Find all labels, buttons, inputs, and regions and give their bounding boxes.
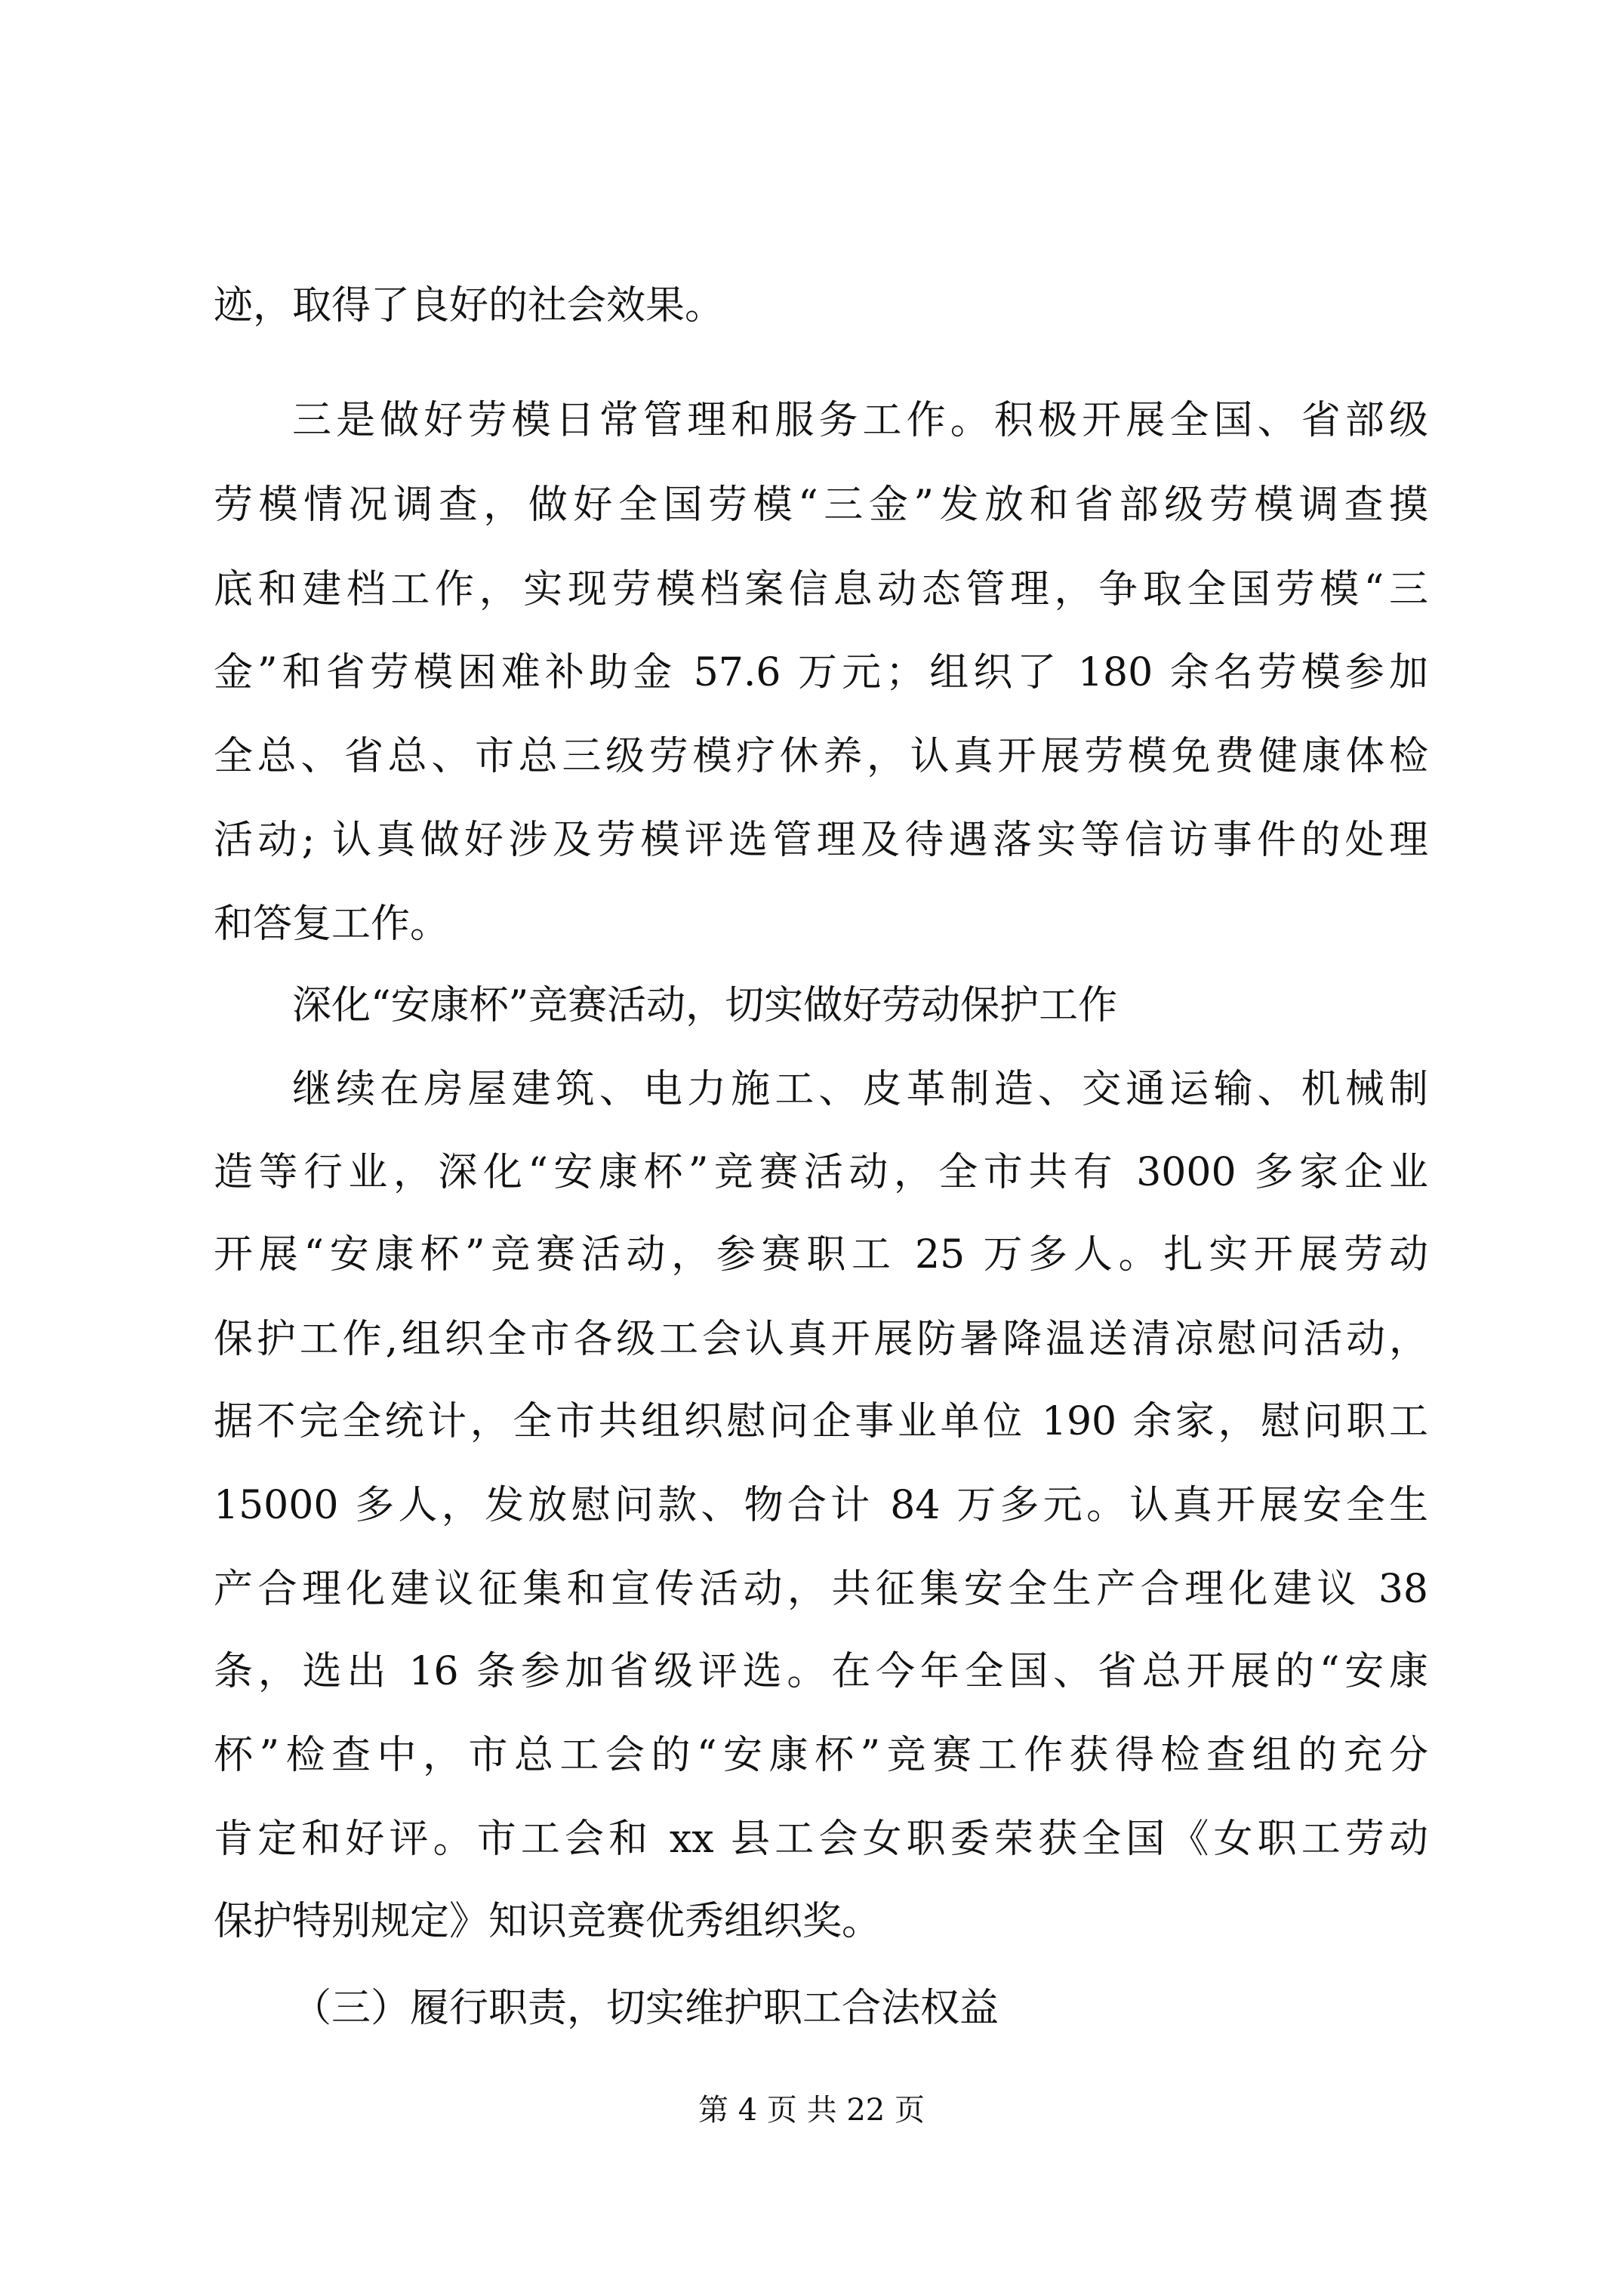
text-line: 开展“安康杯”竞赛活动，参赛职工 25 万多人。扎实开展劳动 — [214, 1232, 1428, 1277]
text-line: 全总、省总、市总三级劳模疗休养，认真开展劳模免费健康体检 — [214, 734, 1428, 779]
section-heading: 深化“安康杯”竞赛活动，切实做好劳动保护工作 — [292, 983, 1118, 1028]
section-heading: （三）履行职责，切实维护职工合法权益 — [292, 1986, 999, 2031]
text-line: 三是做好劳模日常管理和服务工作。积极开展全国、省部级 — [292, 398, 1428, 443]
text-line: 劳模情况调查，做好全国劳模“三金”发放和省部级劳模调查摸 — [214, 482, 1428, 528]
text-line: 活动; 认真做好涉及劳模评选管理及待遇落实等信访事件的处理 — [214, 818, 1428, 863]
text-line: 保护特别规定》知识竞赛优秀组织奖。 — [214, 1899, 882, 1944]
text-line: 产合理化建议征集和宣传活动，共征集安全生产合理化建议 38 — [214, 1567, 1428, 1612]
text-line: 肯定和好评。市工会和 xx 县工会女职委荣获全国《女职工劳动 — [214, 1817, 1428, 1862]
text-line: 迹，取得了良好的社会效果。 — [214, 283, 725, 328]
text-line: 继续在房屋建筑、电力施工、皮革制造、交通运输、机械制 — [292, 1067, 1428, 1112]
text-line: 据不完全统计，全市共组织慰问企事业单位 190 余家，慰问职工 — [214, 1399, 1428, 1444]
text-line: 保护工作,组织全市各级工会认真开展防暑降温送清凉慰问活动， — [214, 1317, 1428, 1362]
text-line: 造等行业，深化“安康杯”竞赛活动，全市共有 3000 多家企业 — [214, 1150, 1428, 1195]
text-line: 条，选出 16 条参加省级评选。在今年全国、省总开展的“安康 — [214, 1649, 1428, 1694]
text-line: 和答复工作。 — [214, 901, 450, 947]
text-line: 杯”检查中，市总工会的“安康杯”竞赛工作获得检查组的充分 — [214, 1733, 1428, 1778]
page-footer: 第 4 页 共 22 页 — [698, 2093, 925, 2128]
text-line: 金”和省劳模困难补助金 57.6 万元；组织了 180 余名劳模参加 — [214, 650, 1428, 695]
text-line: 底和建档工作，实现劳模档案信息动态管理，争取全国劳模“三 — [214, 567, 1428, 612]
text-line: 15000 多人，发放慰问款、物合计 84 万多元。认真开展安全生 — [214, 1483, 1428, 1528]
